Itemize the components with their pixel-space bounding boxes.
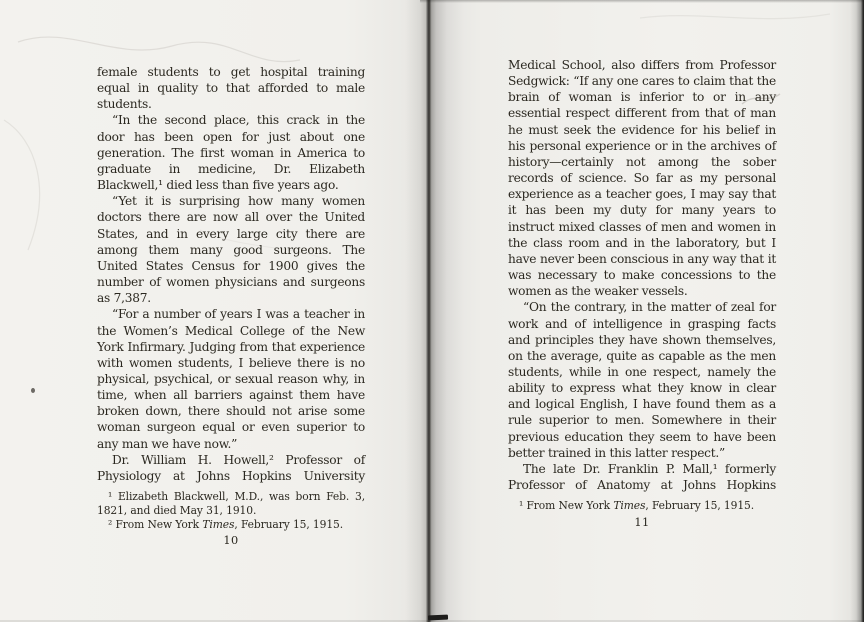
paragraph: “On the contrary, in the matter of zeal for work and of intelligence in grasping facts and principles they have shown themselves, on the average, quite as capable as the men students, while in one respect, namely the ability to express what they know in clear and logical English, I have found them as a rule superior to men. Somewhere in their previous education they seem to have been better trained in this latter respect.” [508, 300, 776, 460]
ink-speck [31, 388, 35, 393]
page-edge-top [420, 0, 864, 3]
footnotes [97, 490, 365, 531]
paragraph: The late Dr. Franklin P. Mall,¹ formerly Professor of Anatomy at Johns Hopkins [508, 461, 776, 493]
footnote-text: ¹ From New York [519, 499, 614, 513]
paragraph: female students to get hospital training equal in quality to that afforded to male students. [97, 65, 365, 112]
paragraph: “Yet it is surprising how many women doctors there are now all over the United States, and in every large city there are among them many good surgeons. The United States Census for 1900 gives the number of women physicians and surgeons as 7,387. [97, 194, 365, 306]
footnote-text: , February 15, 1915. [234, 517, 344, 531]
footnote [97, 490, 365, 518]
footnote-italic: Times [202, 517, 235, 531]
paragraph: “For a number of years I was a teacher in the Women’s Medical College of the New York Infirmary. Judging from that experience with women students, I believe there is no physical, psychical, or sexual reason why, in time, when all barriers against them have broken down, there should not arise some woman surgeon equal or even superior to any man we have now.” [97, 307, 365, 451]
footnote [97, 518, 365, 532]
right-page-text [508, 57, 776, 529]
footnote [508, 499, 776, 513]
left-page-text [97, 64, 365, 547]
footnote-italic: Times [613, 499, 646, 513]
paragraph: Medical School, also differs from Professor Sedgwick: “If any one cares to claim that the brain of woman is inferior to or in any essential respect different from that of man he must seek the evidence for his belief in his personal experience or in the archives of history—certainly not among the sober records of science. So far as my personal experience as a teacher goes, I may say that it has been my duty for many years to instruct mixed classes of men and women in the class room and in the laboratory, but I have never been conscious in any way that it was necessary to make concessions to the women as the weaker vessels. [508, 58, 776, 299]
paragraph: Dr. William H. Howell,² Professor of Physiology at Johns Hopkins University [97, 452, 365, 483]
page-edge-right [850, 0, 864, 622]
footnote-text: ¹ Elizabeth Blackwell, M.D., was born Feb. 3, 1821, and died May 31, 1910. [97, 490, 365, 517]
page-number-left: 10 [223, 534, 239, 548]
footnotes [508, 499, 776, 513]
book-gutter [406, 0, 464, 622]
page-number-right: 11 [634, 516, 650, 530]
footnote-text: ² From New York [108, 517, 203, 531]
footnote-text: , February 15, 1915. [645, 499, 755, 513]
paragraph: “In the second place, this crack in the door has been open for just about one generation. The first woman in America to graduate in medicine, Dr. Elizabeth Blackwell,¹ died less than five years ago. [97, 113, 365, 193]
